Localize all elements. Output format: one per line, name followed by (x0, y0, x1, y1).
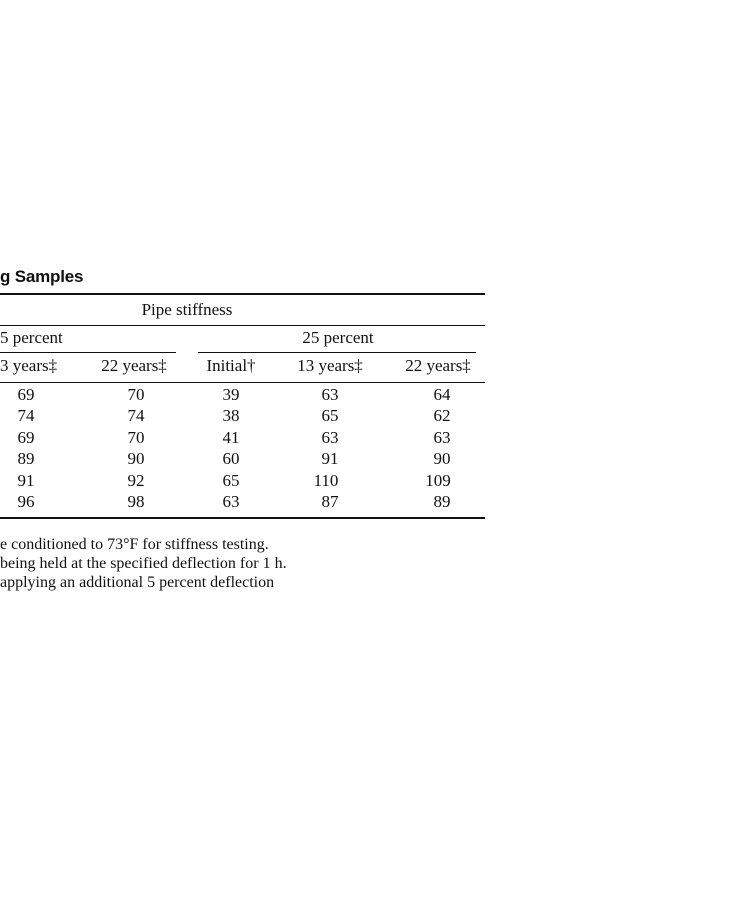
header-right-deflection: 25 percent (302, 328, 374, 347)
column-header-13-years-left: 3 years‡ (0, 356, 58, 375)
table-title: g Samples (0, 267, 84, 286)
table-cell: 41 (222, 428, 240, 447)
table-cell: 70 (127, 385, 145, 404)
left-deflection-rule (0, 352, 176, 353)
table-cell: 65 (321, 406, 339, 425)
table-cell: 39 (222, 385, 240, 404)
table-cell: 96 (17, 492, 35, 511)
column-header-rule (0, 382, 485, 383)
column-header-initial: Initial† (206, 356, 256, 375)
table-cell: 90 (127, 449, 145, 468)
table-cell: 63 (321, 385, 339, 404)
column-header-22-years-left: 22 years‡ (101, 356, 167, 375)
table-cell: 74 (17, 406, 35, 425)
table-cell: 60 (222, 449, 240, 468)
table-cell: 91 (17, 471, 35, 490)
table-cell: 63 (321, 428, 339, 447)
table-cell: 63 (222, 492, 240, 511)
table-cell: 110 (313, 471, 339, 490)
table-cell: 91 (321, 449, 339, 468)
table-cell: 87 (321, 492, 339, 511)
header-left-deflection: 5 percent (0, 328, 63, 347)
table-cell: 92 (127, 471, 145, 490)
table-cell: 62 (433, 406, 451, 425)
table-cell: 65 (222, 471, 240, 490)
table-bottom-rule (0, 517, 485, 519)
table-cell: 109 (425, 471, 451, 490)
header-pipe-stiffness: Pipe stiffness (141, 300, 233, 319)
table-cell: 90 (433, 449, 451, 468)
table-cell: 38 (222, 406, 240, 425)
footnote-conditioned: e conditioned to 73°F for stiffness testing. (0, 536, 269, 553)
group-header-rule (0, 325, 485, 326)
table-cell: 69 (17, 428, 35, 447)
table-top-rule (0, 293, 485, 295)
right-deflection-rule (198, 352, 476, 353)
table-cell: 98 (127, 492, 145, 511)
table-cell: 89 (433, 492, 451, 511)
table-cell: 74 (127, 406, 145, 425)
table-cell: 63 (433, 428, 451, 447)
footnote-additional-deflection: applying an additional 5 percent deflection (0, 574, 275, 591)
table-cell: 69 (17, 385, 35, 404)
column-header-22-years-right: 22 years‡ (405, 356, 471, 375)
table-cell: 89 (17, 449, 35, 468)
footnote-held: being held at the specified deflection for 1 h. (0, 555, 287, 572)
table-cell: 64 (433, 385, 451, 404)
table-cell: 70 (127, 428, 145, 447)
column-header-13-years-right: 13 years‡ (297, 356, 363, 375)
